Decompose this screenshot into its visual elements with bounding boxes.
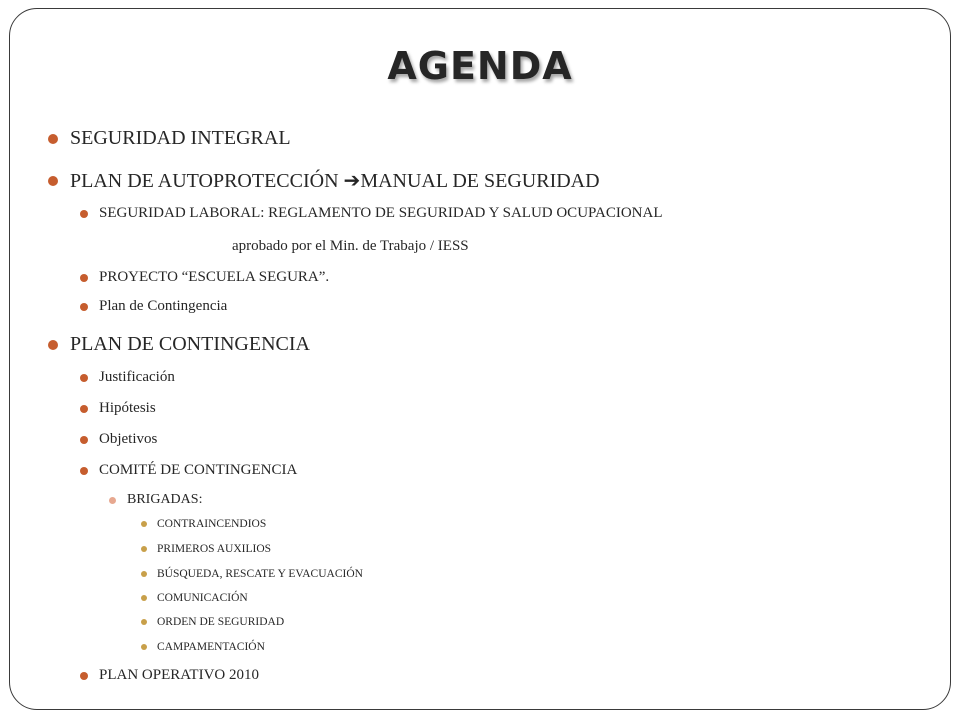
slide-title: AGENDA — [387, 44, 573, 88]
item-plan-contingencia-sub: Plan de Contingencia — [99, 298, 227, 315]
bullet-icon — [141, 619, 147, 625]
bullet-icon — [141, 595, 147, 601]
brigada-item: BÚSQUEDA, RESCATE Y EVACUACIÓN — [157, 568, 363, 580]
brigada-item: CAMPAMENTACIÓN — [157, 641, 265, 653]
item-hipotesis: Hipótesis — [99, 400, 156, 417]
item-objetivos: Objetivos — [99, 431, 157, 448]
bullet-icon — [48, 340, 58, 350]
bullet-icon — [109, 497, 116, 504]
bullet-icon — [80, 436, 88, 444]
item-seguridad-laboral: SEGURIDAD LABORAL: REGLAMENTO DE SEGURIDAD Y SALUD OCUPACIONAL — [99, 205, 662, 222]
slide-frame — [9, 8, 951, 710]
item-comite: COMITÉ DE CONTINGENCIA — [99, 462, 297, 479]
bullet-icon — [80, 405, 88, 413]
bullet-icon — [48, 176, 58, 186]
bullet-icon — [48, 134, 58, 144]
item-seguridad-laboral-continuation: aprobado por el Min. de Trabajo / IESS — [232, 238, 469, 254]
item-brigadas: BRIGADAS: — [127, 492, 202, 508]
brigada-item: CONTRAINCENDIOS — [157, 518, 266, 530]
item-seguridad-integral: SEGURIDAD INTEGRAL — [70, 127, 291, 150]
item-plan-operativo: PLAN OPERATIVO 2010 — [99, 667, 259, 684]
item-plan-autoproteccion: PLAN DE AUTOPROTECCIÓN ➔MANUAL DE SEGURIDAD — [70, 168, 600, 193]
brigada-item: COMUNICACIÓN — [157, 592, 248, 604]
bullet-icon — [141, 546, 147, 552]
bullet-icon — [80, 672, 88, 680]
bullet-icon — [141, 644, 147, 650]
bullet-icon — [80, 303, 88, 311]
bullet-icon — [141, 521, 147, 527]
bullet-icon — [141, 571, 147, 577]
item-justificacion: Justificación — [99, 369, 175, 386]
item-plan-contingencia: PLAN DE CONTINGENCIA — [70, 333, 310, 356]
bullet-icon — [80, 210, 88, 218]
arrow-right-icon: ➔ — [343, 168, 361, 192]
bullet-icon — [80, 467, 88, 475]
bullet-icon — [80, 274, 88, 282]
brigada-item: PRIMEROS AUXILIOS — [157, 543, 271, 555]
bullet-icon — [80, 374, 88, 382]
brigada-item: ORDEN DE SEGURIDAD — [157, 616, 284, 628]
item-proyecto-escuela: PROYECTO “ESCUELA SEGURA”. — [99, 269, 329, 286]
